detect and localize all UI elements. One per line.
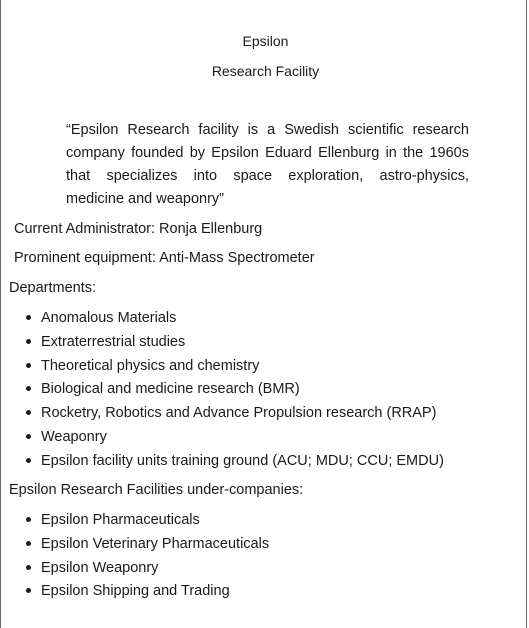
- list-item: [1, 559, 269, 583]
- department-label: Weaponry: [41, 428, 107, 445]
- department-label: Epsilon facility units training ground (ACU; MDU; CCU; EMDU): [41, 452, 444, 469]
- departments-heading: Departments:: [9, 280, 97, 296]
- bullet-icon: [26, 565, 31, 570]
- departments-list: [1, 309, 444, 476]
- department-label: Biological and medicine research (BMR): [41, 381, 300, 398]
- list-item: [1, 333, 444, 357]
- equipment-line: Prominent equipment: Anti-Mass Spectrometer: [14, 250, 315, 266]
- subcompanies-list: [1, 511, 269, 606]
- bullet-icon: [26, 458, 31, 463]
- list-item: [1, 357, 444, 381]
- document-title: Epsilon: [242, 33, 289, 49]
- document-subtitle: Research Facility: [211, 63, 320, 79]
- subcompany-label: Epsilon Weaponry: [41, 559, 159, 576]
- bullet-icon: [26, 339, 31, 344]
- bullet-icon: [26, 386, 31, 391]
- list-item: [1, 582, 269, 606]
- department-label: Theoretical physics and chemistry: [41, 357, 260, 374]
- list-item: [1, 452, 444, 476]
- subcompany-label: Epsilon Pharmaceuticals: [41, 512, 200, 528]
- bullet-icon: [26, 410, 31, 415]
- list-item: [1, 404, 444, 428]
- subcompany-label: Epsilon Shipping and Trading: [41, 583, 230, 600]
- department-label: Rocketry, Robotics and Advance Propulsion research (RRAP): [41, 405, 437, 422]
- list-item: [1, 380, 444, 404]
- list-item: [1, 535, 269, 559]
- list-item: [1, 309, 444, 333]
- bullet-icon: [26, 517, 31, 522]
- list-item: [1, 511, 269, 535]
- administrator-line: Current Administrator: Ronja Ellenburg: [14, 221, 263, 237]
- department-label: Extraterrestrial studies: [41, 333, 186, 350]
- list-item: [1, 428, 444, 452]
- bullet-icon: [26, 588, 31, 593]
- bullet-icon: [26, 315, 31, 320]
- subcompany-label: Epsilon Veterinary Pharmaceuticals: [41, 535, 270, 552]
- bullet-icon: [26, 434, 31, 439]
- department-label: Anomalous Materials: [41, 310, 177, 326]
- description-quote: “Epsilon Research facility is a Swedish scientific research company founded by Epsilon Eduard Ellenburg in the 1960s that specializes into space exploration, astro-physics, medicine and weaponry”: [66, 122, 469, 207]
- bullet-icon: [26, 363, 31, 368]
- bullet-icon: [26, 541, 31, 546]
- subcompanies-heading: Epsilon Research Facilities under-companies:: [9, 482, 304, 498]
